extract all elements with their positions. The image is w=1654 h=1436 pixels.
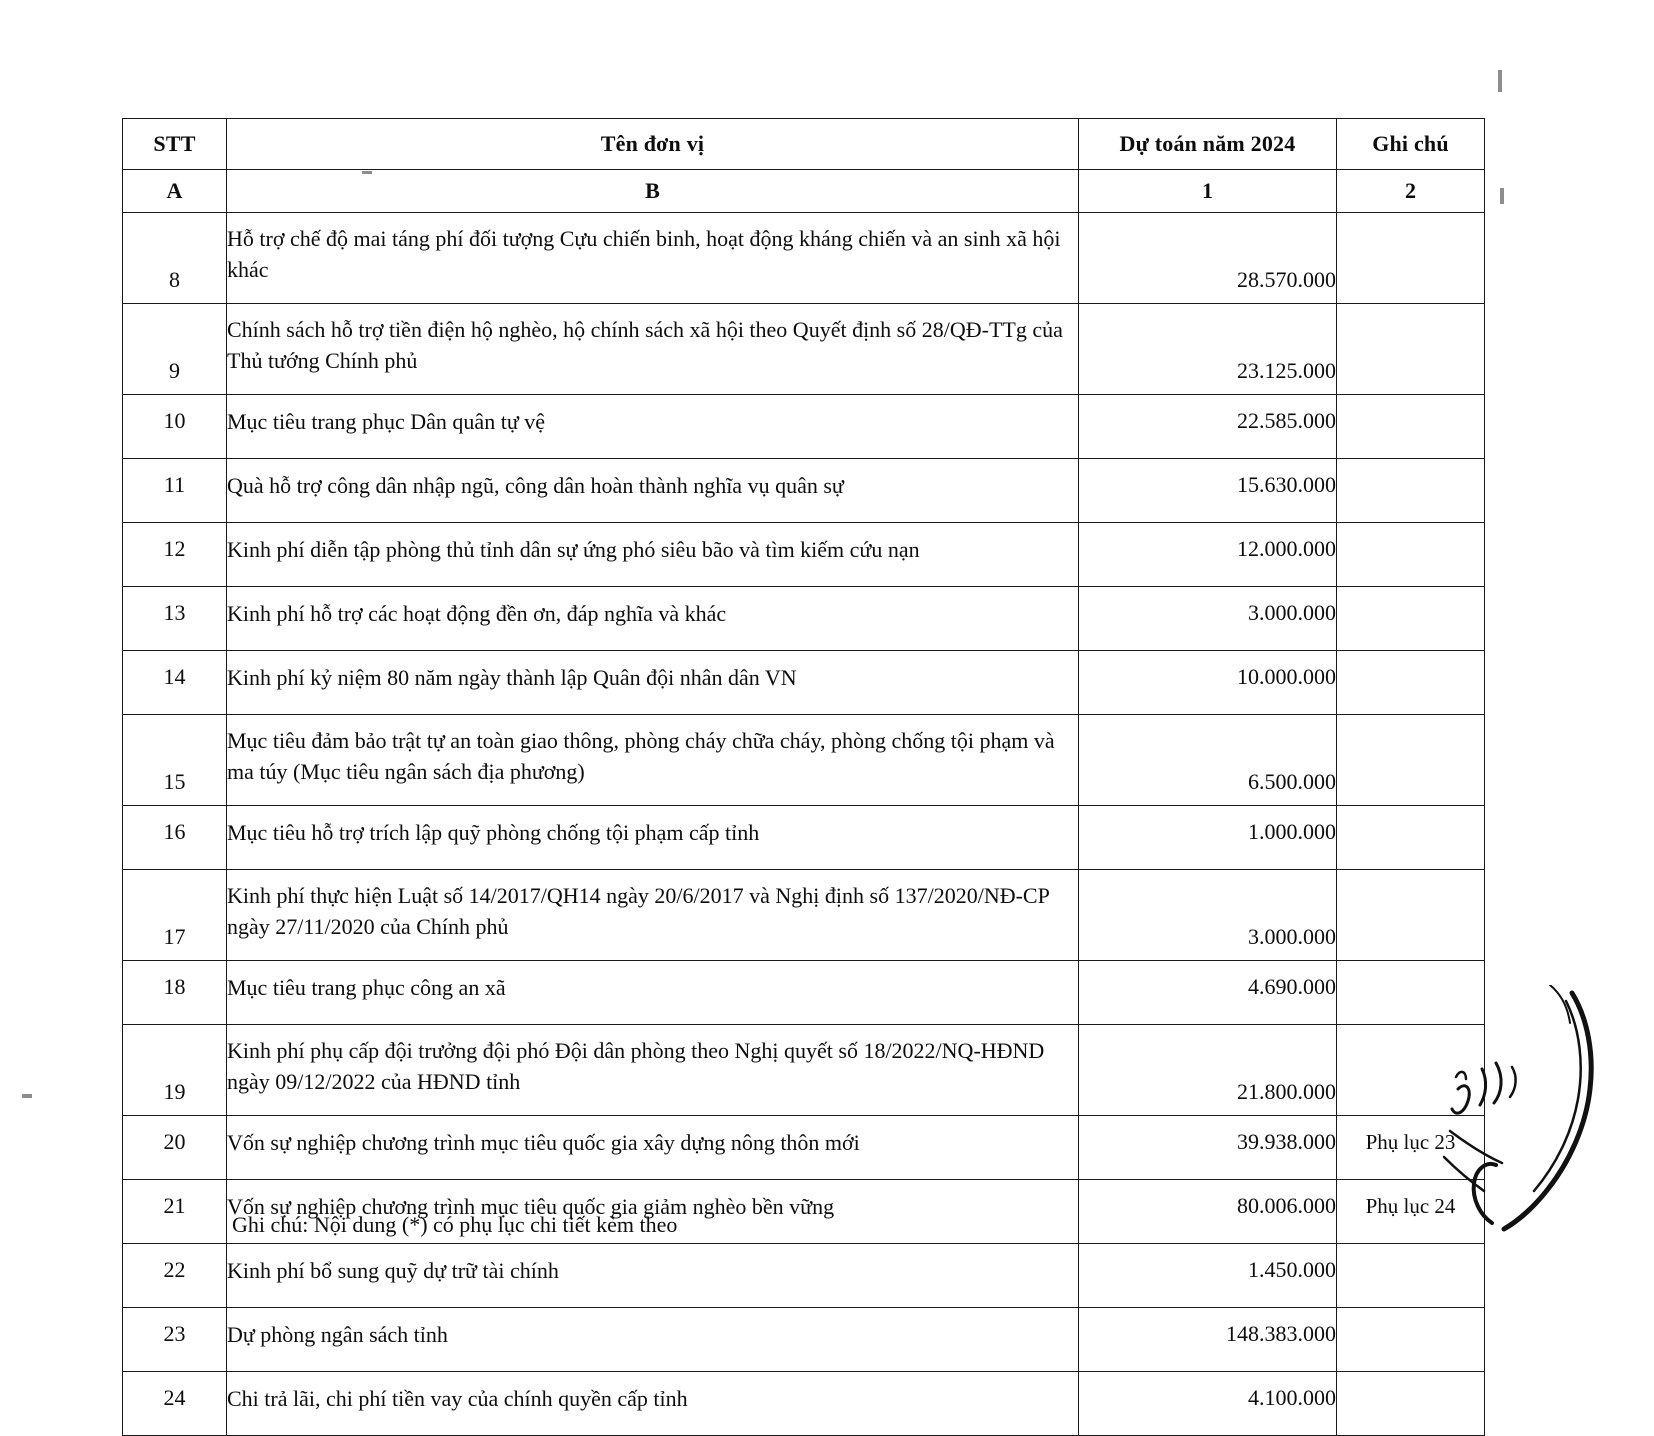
- row-amount: 3.000.000: [1079, 870, 1337, 961]
- column-key-a: A: [123, 170, 227, 213]
- header-estimate-2024: Dự toán năm 2024: [1079, 119, 1337, 170]
- table-row: [123, 587, 1485, 651]
- row-note: [1337, 1372, 1485, 1436]
- row-unit-name: Kinh phí thực hiện Luật số 14/2017/QH14 ngày 20/6/2017 và Nghị định số 137/2020/NĐ-CP ngày 27/11/2020 của Chính phủ: [227, 870, 1079, 961]
- table-row: [123, 1116, 1485, 1180]
- row-unit-name: Kinh phí hỗ trợ các hoạt động đền ơn, đáp nghĩa và khác: [227, 587, 1079, 651]
- row-stt: 24: [123, 1372, 227, 1436]
- row-note: [1337, 1025, 1485, 1116]
- column-key-b: B: [227, 170, 1079, 213]
- row-note: [1337, 459, 1485, 523]
- row-stt: 20: [123, 1116, 227, 1180]
- table-row: [123, 715, 1485, 806]
- row-stt: 21: [123, 1180, 227, 1244]
- table-body: [123, 213, 1485, 1436]
- row-amount: 23.125.000: [1079, 304, 1337, 395]
- table-column-key-row: [123, 170, 1485, 213]
- row-stt: 9: [123, 304, 227, 395]
- row-amount: 4.100.000: [1079, 1372, 1337, 1436]
- row-note: [1337, 715, 1485, 806]
- row-amount: 4.690.000: [1079, 961, 1337, 1025]
- row-stt: 14: [123, 651, 227, 715]
- row-amount: 1.450.000: [1079, 1244, 1337, 1308]
- budget-table: [122, 118, 1485, 1436]
- row-unit-name: Chính sách hỗ trợ tiền điện hộ nghèo, hộ chính sách xã hội theo Quyết định số 28/QĐ-TTg của Thủ tướng Chính phủ: [227, 304, 1079, 395]
- row-stt: 16: [123, 806, 227, 870]
- row-unit-name: Mục tiêu trang phục công an xã: [227, 961, 1079, 1025]
- row-note: [1337, 587, 1485, 651]
- row-amount: 80.006.000: [1079, 1180, 1337, 1244]
- table-row: [123, 1244, 1485, 1308]
- row-stt: 18: [123, 961, 227, 1025]
- row-amount: 10.000.000: [1079, 651, 1337, 715]
- table-row: [123, 213, 1485, 304]
- table-row: [123, 459, 1485, 523]
- row-amount: 15.630.000: [1079, 459, 1337, 523]
- row-stt: 11: [123, 459, 227, 523]
- row-note: [1337, 213, 1485, 304]
- table-row: [123, 395, 1485, 459]
- table-row: [123, 806, 1485, 870]
- row-stt: 10: [123, 395, 227, 459]
- row-stt: 23: [123, 1308, 227, 1372]
- row-note: [1337, 961, 1485, 1025]
- scan-speck: [1498, 70, 1502, 92]
- row-unit-name: Mục tiêu hỗ trợ trích lập quỹ phòng chống tội phạm cấp tỉnh: [227, 806, 1079, 870]
- row-amount: 6.500.000: [1079, 715, 1337, 806]
- scan-speck: [1500, 188, 1504, 204]
- table-header-row: [123, 119, 1485, 170]
- row-unit-name: Vốn sự nghiệp chương trình mục tiêu quốc gia xây dựng nông thôn mới: [227, 1116, 1079, 1180]
- row-unit-name: Dự phòng ngân sách tỉnh: [227, 1308, 1079, 1372]
- row-note: [1337, 651, 1485, 715]
- row-amount: 3.000.000: [1079, 587, 1337, 651]
- row-note: Phụ lục 24: [1337, 1180, 1485, 1244]
- row-unit-name: Kinh phí kỷ niệm 80 năm ngày thành lập Quân đội nhân dân VN: [227, 651, 1079, 715]
- row-unit-name: Mục tiêu trang phục Dân quân tự vệ: [227, 395, 1079, 459]
- row-unit-name: Chi trả lãi, chi phí tiền vay của chính quyền cấp tỉnh: [227, 1372, 1079, 1436]
- row-note: [1337, 523, 1485, 587]
- header-unit-name: Tên đơn vị: [227, 119, 1079, 170]
- table-row: [123, 961, 1485, 1025]
- table-row: [123, 1308, 1485, 1372]
- row-amount: 21.800.000: [1079, 1025, 1337, 1116]
- header-note: Ghi chú: [1337, 119, 1485, 170]
- row-amount: 148.383.000: [1079, 1308, 1337, 1372]
- row-note: [1337, 1244, 1485, 1308]
- row-note: [1337, 1308, 1485, 1372]
- table-row: [123, 1372, 1485, 1436]
- scan-speck: [22, 1094, 32, 1098]
- row-unit-name: Vốn sự nghiệp chương trình mục tiêu quốc gia giảm nghèo bền vững: [227, 1180, 1079, 1244]
- row-note: [1337, 304, 1485, 395]
- row-unit-name: Kinh phí phụ cấp đội trưởng đội phó Đội dân phòng theo Nghị quyết số 18/2022/NQ-HĐND ngày 09/12/2022 của HĐND tỉnh: [227, 1025, 1079, 1116]
- budget-table-container: [122, 118, 1484, 1436]
- row-stt: 15: [123, 715, 227, 806]
- row-note: [1337, 870, 1485, 961]
- row-stt: 12: [123, 523, 227, 587]
- row-unit-name: Quà hỗ trợ công dân nhập ngũ, công dân hoàn thành nghĩa vụ quân sự: [227, 459, 1079, 523]
- table-row: [123, 870, 1485, 961]
- row-stt: 22: [123, 1244, 227, 1308]
- table-footnote: Ghi chú: Nội dung (*) có phụ lục chi tiết kèm theo: [232, 1212, 678, 1237]
- header-stt: STT: [123, 119, 227, 170]
- row-unit-name: Kinh phí bổ sung quỹ dự trữ tài chính: [227, 1244, 1079, 1308]
- table-row: [123, 1025, 1485, 1116]
- row-note: [1337, 806, 1485, 870]
- row-unit-name: Hỗ trợ chế độ mai táng phí đối tượng Cựu chiến binh, hoạt động kháng chiến và an sinh xã hội khác: [227, 213, 1079, 304]
- row-amount: 39.938.000: [1079, 1116, 1337, 1180]
- table-row: [123, 651, 1485, 715]
- row-amount: 22.585.000: [1079, 395, 1337, 459]
- row-note: [1337, 395, 1485, 459]
- row-note: Phụ lục 23: [1337, 1116, 1485, 1180]
- table-row: [123, 523, 1485, 587]
- row-amount: 28.570.000: [1079, 213, 1337, 304]
- row-stt: 13: [123, 587, 227, 651]
- row-amount: 12.000.000: [1079, 523, 1337, 587]
- row-unit-name: Kinh phí diễn tập phòng thủ tỉnh dân sự ứng phó siêu bão và tìm kiếm cứu nạn: [227, 523, 1079, 587]
- column-key-1: 1: [1079, 170, 1337, 213]
- row-unit-name: Mục tiêu đảm bảo trật tự an toàn giao thông, phòng cháy chữa cháy, phòng chống tội phạm và ma túy (Mục tiêu ngân sách địa phương): [227, 715, 1079, 806]
- row-stt: 17: [123, 870, 227, 961]
- row-stt: 8: [123, 213, 227, 304]
- table-row: [123, 304, 1485, 395]
- row-amount: 1.000.000: [1079, 806, 1337, 870]
- column-key-2: 2: [1337, 170, 1485, 213]
- row-stt: 19: [123, 1025, 227, 1116]
